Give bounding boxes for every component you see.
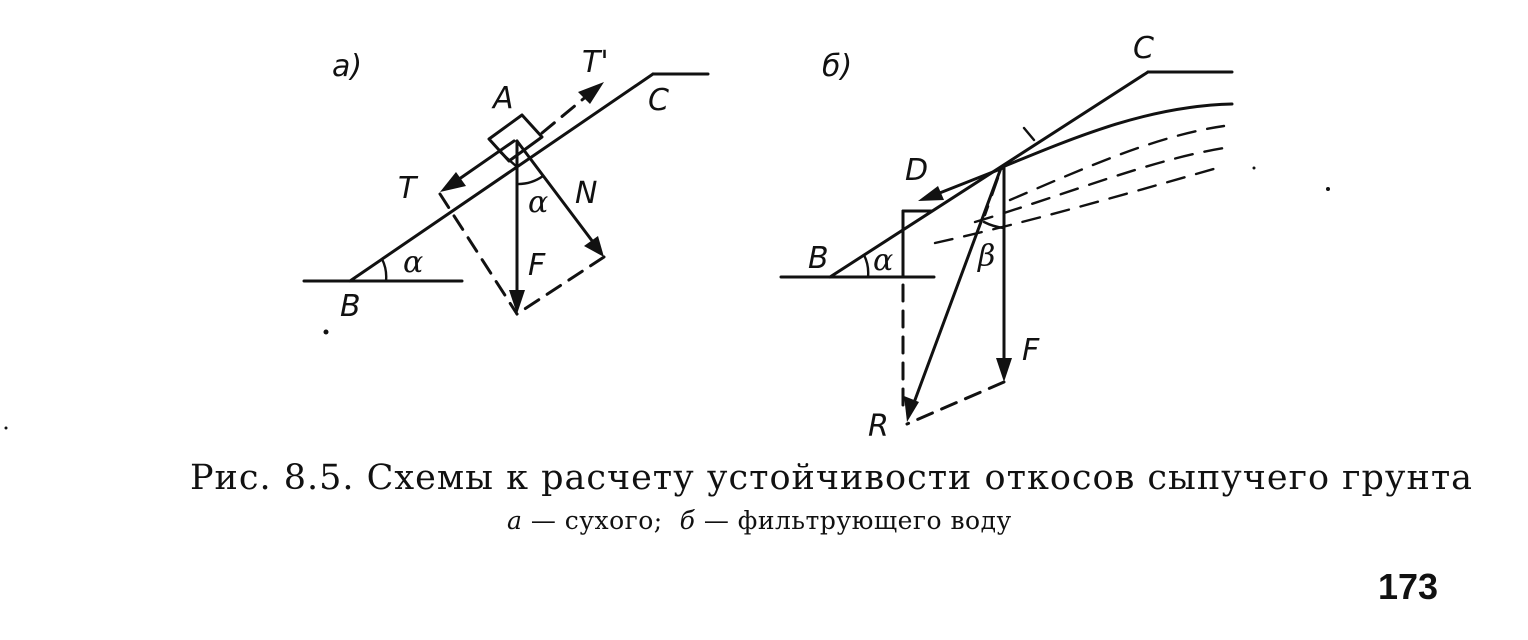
r-arrow-shaft	[912, 168, 1001, 408]
d-arrow-head	[918, 186, 944, 201]
seepage-curve-solid	[1000, 104, 1232, 168]
panel-b-diagram	[781, 31, 1232, 444]
panel-b-title: б)	[822, 49, 853, 84]
tick-mark	[1024, 128, 1034, 140]
alpha-label-slope: α	[403, 245, 424, 280]
t-arrow-shaft	[452, 141, 514, 184]
scan-speck-2	[1326, 187, 1330, 191]
label-t-prime: T'	[582, 45, 609, 80]
label-b-b: B	[808, 241, 829, 276]
alpha-label-force: α	[528, 185, 549, 220]
label-b-a: B	[340, 289, 361, 324]
beta-label: β	[978, 239, 996, 274]
caption-sub-a-letter: а	[507, 506, 523, 535]
panel-a-title: а)	[332, 49, 363, 84]
scan-speck-4	[5, 427, 8, 430]
f-arrow-head-b	[996, 358, 1012, 382]
figure-caption: Рис. 8.5. Схемы к расчету устойчивости откосов сыпучего грунта	[190, 458, 1474, 498]
r-arrow-head	[904, 396, 919, 422]
n-arrow-head	[584, 236, 604, 257]
scan-speck-1	[324, 330, 329, 335]
alpha-label-b: α	[873, 243, 894, 278]
page-number: 173	[1378, 566, 1439, 607]
label-t: T	[398, 171, 417, 206]
caption-sub-b-letter: б	[679, 506, 696, 535]
seepage-curve-dashed-1	[1010, 126, 1224, 200]
panel-a-diagram	[304, 45, 708, 324]
dashed-closing-line	[907, 382, 1004, 424]
label-r: R	[868, 409, 889, 444]
t-arrow-head	[440, 172, 466, 192]
label-n: N	[575, 176, 598, 211]
alpha-arc-slope	[382, 259, 386, 281]
label-f-b: F	[1022, 333, 1040, 368]
scan-speck-3	[1253, 167, 1256, 170]
label-c-b: C	[1133, 31, 1154, 66]
alpha-arc-b	[864, 255, 868, 277]
figure-caption-sub	[507, 506, 1012, 535]
label-f-a: F	[528, 248, 546, 283]
beta-arc	[984, 222, 1004, 228]
label-d: D	[905, 153, 929, 188]
caption-sub-a-text: — сухого;	[522, 506, 663, 535]
caption-sub-b-text: — фильтрующего воду	[695, 506, 1012, 535]
label-a: A	[493, 81, 514, 116]
f-arrow-head	[509, 290, 525, 314]
alpha-arc-force	[517, 176, 543, 184]
label-c-a: C	[648, 83, 669, 118]
